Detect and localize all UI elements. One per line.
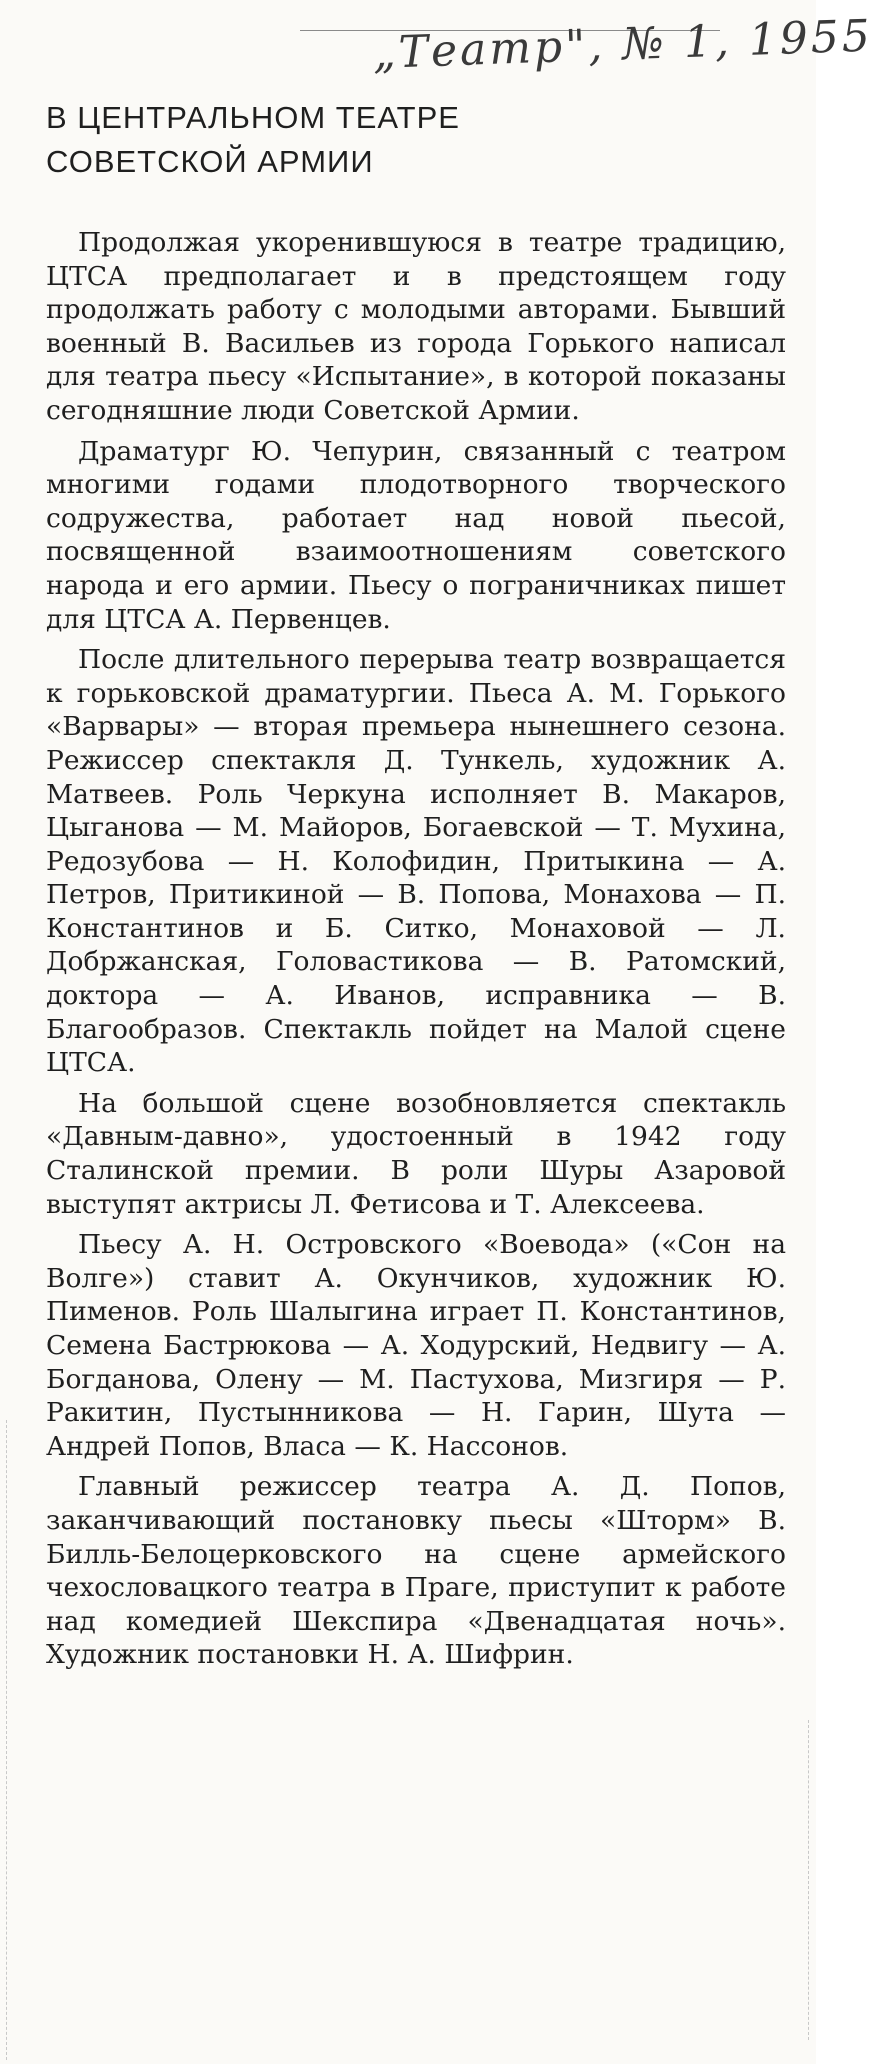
headline-line-1: В ЦЕНТРАЛЬНОМ ТЕАТРЕ bbox=[46, 100, 460, 135]
clipping-right-edge bbox=[808, 1720, 809, 2040]
paragraph-2: Драматург Ю. Чепурин, связанный с театром многими годами плодотворного творческого содружества, работает над новой пьесой, посвященной взаимоотношениям советского народа и его армии. Пьесу о пограничниках пишет для ЦТСА А. Первенцев. bbox=[46, 435, 786, 635]
article-body bbox=[46, 226, 786, 1679]
clipping-left-edge bbox=[6, 1420, 7, 2060]
article-headline bbox=[46, 96, 666, 184]
paragraph-1: Продолжая укоренившуюся в театре традицию, ЦТСА предполагает и в предстоящем году продолжать работу с молодыми авторами. Бывший военный В. Васильев из города Горького написал для театра пьесу «Испытание», в которой показаны сегодняшние люди Советской Армии. bbox=[46, 227, 786, 426]
headline-line-2: СОВЕТСКОЙ АРМИИ bbox=[46, 144, 374, 179]
handwritten-source-note: „Театр", № 1, 1955 bbox=[372, 10, 874, 79]
paragraph-6: Главный режиссер театра А. Д. Попов, заканчивающий постановку пьесы «Шторм» В. Билль-Белоцерковского на сцене армейского чехословацкого театра в Праге, приступит к работе над комедией Шекспира «Двенадцатая ночь». Художник постановки Н. А. Шифрин. bbox=[46, 1471, 786, 1671]
paragraph-5: Пьесу А. Н. Островского «Воевода» («Сон на Волге») ставит А. Окунчиков, художник Ю. Пименов. Роль Шалыгина играет П. Константинов, Семена Бастрюкова — А. Ходурский, Недвигу — А. Богданова, Олену — М. Пастухова, Мизгиря — Р. Ракитин, Пустынникова — Н. Гарин, Шута — Андрей Попов, Власа — К. Нассонов. bbox=[46, 1229, 786, 1462]
paragraph-3: После длительного перерыва театр возвращается к горьковской драматургии. Пьеса А. М. Горького «Варвары» — вторая премьера нынешнего сезона. Режиссер спектакля Д. Тункель, художник А. Матвеев. Роль Черкуна исполняет В. Макаров, Цыганова — М. Майоров, Богаевской — Т. Мухина, Редозубова — Н. Колофидин, Притыкина — А. Петров, Притикиной — В. Попова, Монахова — П. Константинов и Б. Ситко, Монаховой — Л. Добржанская, Головастикова — В. Ратомский, доктора — А. Иванов, исправника — В. Благообразов. Спектакль пойдет на Малой сцене ЦТСА. bbox=[46, 644, 786, 1079]
paragraph-4: На большой сцене возобновляется спектакль «Давным-давно», удостоенный в 1942 году Сталинской премии. В роли Шуры Азаровой выступят актрисы Л. Фетисова и Т. Алексеева. bbox=[46, 1087, 786, 1220]
